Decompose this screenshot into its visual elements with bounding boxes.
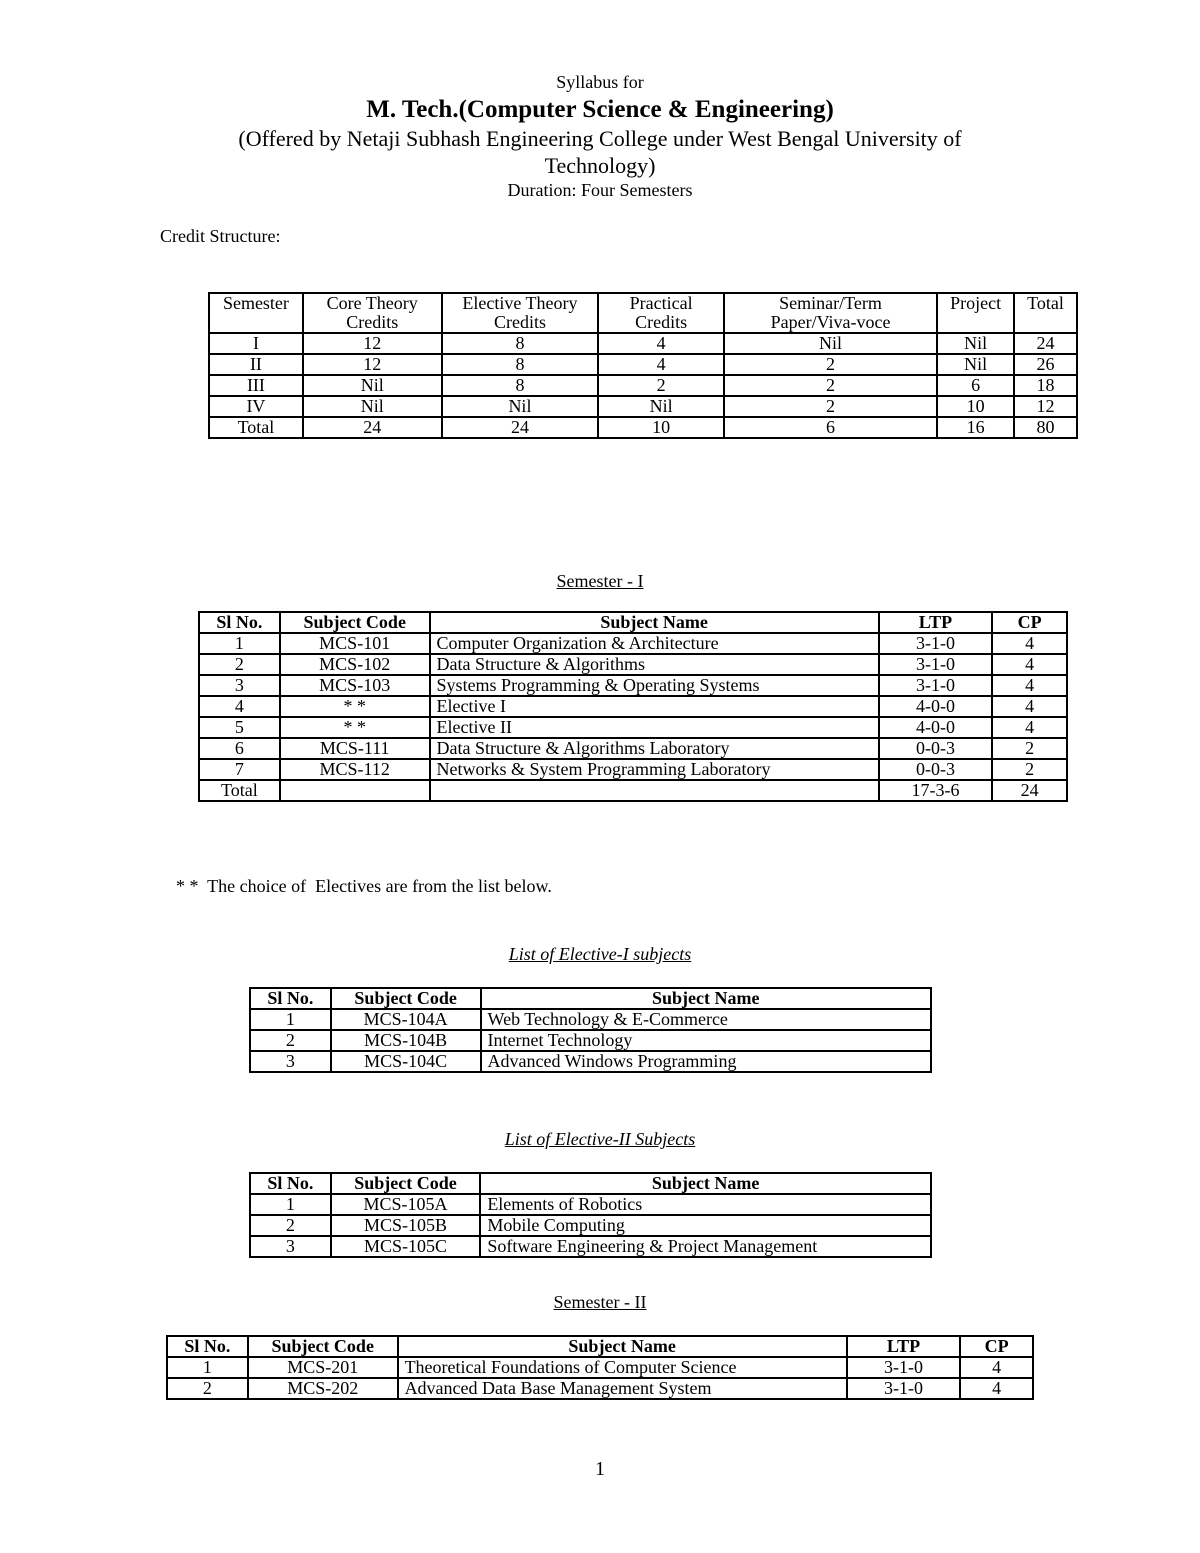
table-cell: 0-0-3	[879, 738, 993, 759]
table-cell: Nil	[937, 354, 1014, 375]
duration: Duration: Four Semesters	[507, 180, 693, 200]
column-header: Seminar/Term Paper/Viva-voce	[724, 293, 937, 333]
table-row	[199, 675, 1067, 696]
table-row	[167, 1378, 1033, 1399]
table-cell: Elective I	[430, 696, 879, 717]
table-cell: 4	[598, 354, 724, 375]
column-header: LTP	[879, 612, 993, 633]
table-cell: Nil	[724, 333, 937, 354]
column-header: Core Theory Credits	[303, 293, 442, 333]
table-cell: 18	[1014, 375, 1077, 396]
table-row	[250, 1194, 931, 1215]
table-cell: MCS-105C	[331, 1236, 481, 1257]
table-row	[250, 1030, 931, 1051]
table-cell: 0-0-3	[879, 759, 993, 780]
table-row	[209, 333, 1077, 354]
table-cell: 6	[937, 375, 1014, 396]
table-cell: Networks & System Programming Laboratory	[430, 759, 879, 780]
elective-2-table	[249, 1172, 932, 1258]
table-cell: Systems Programming & Operating Systems	[430, 675, 879, 696]
table-cell: Total	[199, 780, 280, 801]
table-cell: 2	[724, 396, 937, 417]
table-cell: 24	[442, 417, 599, 438]
table-cell: 5	[199, 717, 280, 738]
table-cell: IV	[209, 396, 303, 417]
column-header: Sl No.	[250, 988, 331, 1009]
table-cell: Nil	[598, 396, 724, 417]
column-header: Subject Code	[331, 1173, 481, 1194]
syllabus-label: Syllabus for	[556, 72, 644, 92]
column-header: Subject Code	[248, 1336, 398, 1357]
table-cell: MCS-103	[280, 675, 430, 696]
table-cell: 2	[199, 654, 280, 675]
credit-structure-label: Credit Structure:	[160, 226, 281, 246]
semester-2-header-row	[167, 1336, 1033, 1357]
table-cell: Elements of Robotics	[480, 1194, 931, 1215]
table-cell: MCS-104B	[331, 1030, 481, 1051]
table-cell: 2	[167, 1378, 248, 1399]
table-cell: 4	[199, 696, 280, 717]
table-row	[250, 1215, 931, 1236]
table-cell: 6	[199, 738, 280, 759]
table-cell: Nil	[442, 396, 599, 417]
table-row	[209, 396, 1077, 417]
table-cell: 6	[724, 417, 937, 438]
column-header: Subject Name	[398, 1336, 847, 1357]
column-header: Subject Code	[280, 612, 430, 633]
table-cell: 16	[937, 417, 1014, 438]
page-title: M. Tech.(Computer Science & Engineering)	[366, 96, 834, 123]
table-cell: Advanced Windows Programming	[481, 1051, 931, 1072]
column-header: CP	[960, 1336, 1033, 1357]
table-row	[199, 696, 1067, 717]
column-header: Project	[937, 293, 1014, 333]
table-cell: Software Engineering & Project Management	[480, 1236, 931, 1257]
elective-1-header-row	[250, 988, 931, 1009]
table-cell: III	[209, 375, 303, 396]
table-row	[199, 717, 1067, 738]
table-cell: Nil	[937, 333, 1014, 354]
table-cell: Computer Organization & Architecture	[430, 633, 879, 654]
table-cell	[280, 780, 430, 801]
table-cell: 2	[250, 1030, 331, 1051]
table-cell: 4	[992, 696, 1067, 717]
table-cell: 4	[992, 654, 1067, 675]
table-cell: 10	[937, 396, 1014, 417]
table-cell: 2	[598, 375, 724, 396]
table-cell: MCS-111	[280, 738, 430, 759]
table-cell: 80	[1014, 417, 1077, 438]
table-cell: MCS-104C	[331, 1051, 481, 1072]
table-cell: 24	[303, 417, 442, 438]
table-row	[167, 1357, 1033, 1378]
table-cell: II	[209, 354, 303, 375]
column-header: Total	[1014, 293, 1077, 333]
table-cell: 4-0-0	[879, 696, 993, 717]
offered-by-line-1: (Offered by Netaji Subhash Engineering College under West Bengal University of	[238, 126, 962, 151]
table-cell: MCS-104A	[331, 1009, 481, 1030]
table-row	[250, 1236, 931, 1257]
table-cell: 4	[992, 675, 1067, 696]
column-header: CP	[992, 612, 1067, 633]
table-cell: Nil	[303, 396, 442, 417]
table-cell: 2	[250, 1215, 331, 1236]
table-cell: 3	[250, 1051, 331, 1072]
table-cell: 4-0-0	[879, 717, 993, 738]
table-cell: 12	[303, 333, 442, 354]
table-cell: Advanced Data Base Management System	[398, 1378, 847, 1399]
table-cell: 12	[1014, 396, 1077, 417]
table-cell: 2	[992, 738, 1067, 759]
table-cell: Nil	[303, 375, 442, 396]
table-row	[209, 375, 1077, 396]
table-cell: Elective II	[430, 717, 879, 738]
page-number: 1	[595, 1458, 605, 1480]
table-cell: 1	[199, 633, 280, 654]
table-cell: 8	[442, 333, 599, 354]
table-row	[199, 654, 1067, 675]
table-cell: 4	[992, 633, 1067, 654]
table-cell: 4	[598, 333, 724, 354]
credit-header-row	[209, 293, 1077, 333]
table-cell: MCS-105B	[331, 1215, 481, 1236]
semester-1-header-row	[199, 612, 1067, 633]
table-cell: 24	[992, 780, 1067, 801]
table-cell: MCS-201	[248, 1357, 398, 1378]
table-cell: 8	[442, 354, 599, 375]
table-cell: 3-1-0	[879, 675, 993, 696]
table-cell: Data Structure & Algorithms Laboratory	[430, 738, 879, 759]
table-cell: * *	[280, 696, 430, 717]
table-row	[250, 1009, 931, 1030]
table-cell: 3-1-0	[879, 633, 993, 654]
table-cell: MCS-102	[280, 654, 430, 675]
table-row	[199, 633, 1067, 654]
table-cell: I	[209, 333, 303, 354]
table-cell: MCS-202	[248, 1378, 398, 1399]
column-header: LTP	[847, 1336, 961, 1357]
electives-note: * * The choice of Electives are from the list below.	[176, 876, 552, 896]
column-header: Subject Name	[430, 612, 879, 633]
semester-1-heading: Semester - I	[556, 571, 644, 591]
elective-1-heading: List of Elective-I subjects	[508, 944, 692, 964]
column-header: Semester	[209, 293, 303, 333]
table-cell: 26	[1014, 354, 1077, 375]
table-cell: MCS-105A	[331, 1194, 481, 1215]
table-cell: 3-1-0	[847, 1357, 961, 1378]
table-cell: 3-1-0	[879, 654, 993, 675]
column-header: Subject Name	[481, 988, 931, 1009]
column-header: Sl No.	[199, 612, 280, 633]
table-cell: 17-3-6	[879, 780, 993, 801]
table-cell: 2	[724, 375, 937, 396]
table-cell: 3-1-0	[847, 1378, 961, 1399]
table-cell: Internet Technology	[481, 1030, 931, 1051]
table-cell: Theoretical Foundations of Computer Science	[398, 1357, 847, 1378]
column-header: Sl No.	[167, 1336, 248, 1357]
table-cell: 1	[250, 1009, 331, 1030]
semester-1-table	[198, 611, 1068, 802]
column-header: Subject Name	[480, 1173, 931, 1194]
table-cell: 2	[992, 759, 1067, 780]
credit-structure-table	[208, 292, 1078, 439]
table-row	[209, 354, 1077, 375]
table-cell: 12	[303, 354, 442, 375]
table-cell: MCS-101	[280, 633, 430, 654]
table-cell: MCS-112	[280, 759, 430, 780]
table-cell	[430, 780, 879, 801]
table-cell: 4	[960, 1357, 1033, 1378]
table-cell: Mobile Computing	[480, 1215, 931, 1236]
table-cell: Total	[209, 417, 303, 438]
elective-1-table	[249, 987, 932, 1073]
table-row-total	[209, 417, 1077, 438]
column-header: Sl No.	[250, 1173, 331, 1194]
column-header: Practical Credits	[598, 293, 724, 333]
table-cell: * *	[280, 717, 430, 738]
offered-by-line-2: Technology)	[544, 153, 656, 178]
column-header: Subject Code	[331, 988, 481, 1009]
table-cell: Data Structure & Algorithms	[430, 654, 879, 675]
table-cell: 2	[724, 354, 937, 375]
column-header: Elective Theory Credits	[442, 293, 599, 333]
table-cell: 8	[442, 375, 599, 396]
table-cell: 4	[960, 1378, 1033, 1399]
table-cell: 1	[250, 1194, 331, 1215]
elective-2-heading: List of Elective-II Subjects	[504, 1129, 696, 1149]
table-cell: 7	[199, 759, 280, 780]
table-row	[199, 738, 1067, 759]
table-cell: 24	[1014, 333, 1077, 354]
table-cell: Web Technology & E-Commerce	[481, 1009, 931, 1030]
table-row-total	[199, 780, 1067, 801]
table-row	[199, 759, 1067, 780]
table-cell: 3	[199, 675, 280, 696]
table-cell: 4	[992, 717, 1067, 738]
table-cell: 10	[598, 417, 724, 438]
table-cell: 3	[250, 1236, 331, 1257]
semester-2-heading: Semester - II	[553, 1292, 647, 1312]
table-row	[250, 1051, 931, 1072]
elective-2-header-row	[250, 1173, 931, 1194]
semester-2-table	[166, 1335, 1034, 1400]
table-cell: 1	[167, 1357, 248, 1378]
